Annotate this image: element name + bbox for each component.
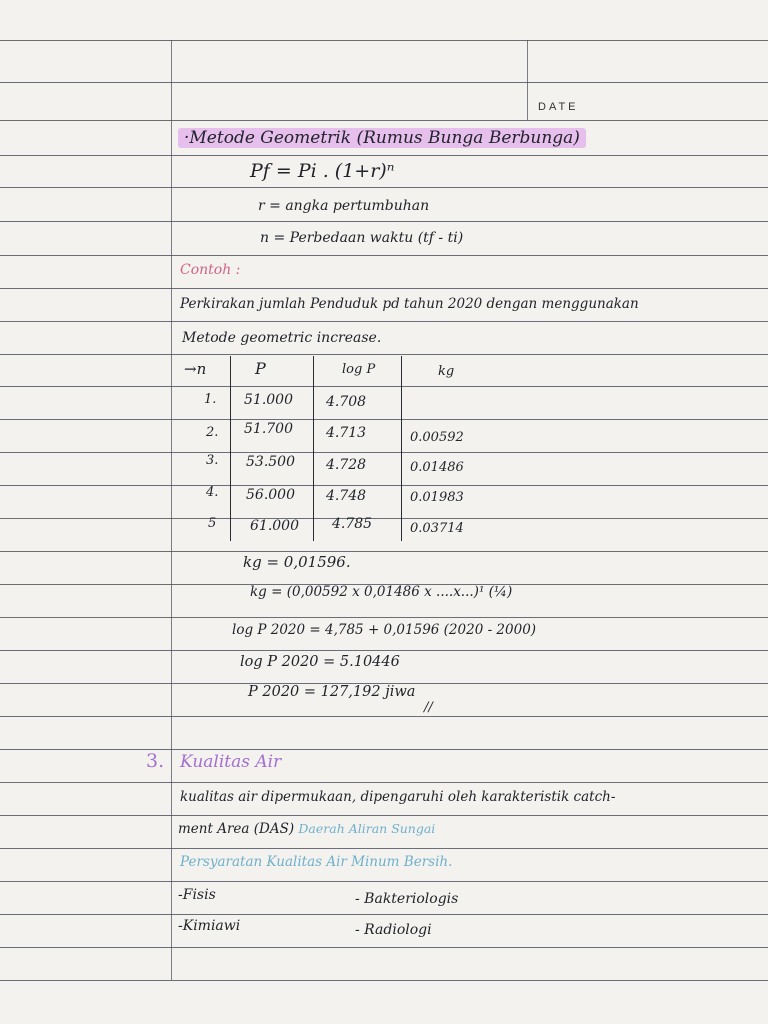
table-cell: 0.03714	[410, 521, 464, 536]
ruled-line	[0, 914, 768, 915]
table-cell: 4.708	[326, 394, 367, 410]
list-item: -Fisis	[178, 887, 216, 903]
table-divider	[401, 356, 402, 541]
ruled-line	[0, 518, 768, 519]
example-label: Contoh :	[180, 262, 241, 278]
table-header-kg: kg	[438, 364, 455, 379]
table-cell: 5	[208, 516, 217, 531]
ruled-line	[0, 881, 768, 882]
table-cell: 0.01486	[410, 460, 464, 475]
table-cell: 53.500	[246, 454, 295, 470]
ruled-line	[0, 815, 768, 816]
result-underline-mark: //	[424, 700, 433, 715]
ruled-line	[0, 650, 768, 651]
example-prompt-line2: Metode geometric increase.	[182, 330, 382, 346]
formula-main: Pf = Pi . (1+r)ⁿ	[250, 160, 395, 182]
formula-n-definition: n = Perbedaan waktu (tf - ti)	[260, 230, 464, 246]
ruled-line	[0, 354, 768, 355]
ruled-line	[0, 386, 768, 387]
table-cell: 4.785	[332, 516, 373, 532]
table-cell: 2.	[206, 425, 219, 440]
table-header-logp: log P	[342, 362, 376, 377]
calc-kg: kg = 0,01596.	[243, 553, 351, 571]
ruled-line	[0, 980, 768, 981]
ruled-line	[0, 255, 768, 256]
ruled-line	[0, 617, 768, 618]
table-cell: 51.700	[244, 421, 293, 437]
section-title: ·Metode Geometrik (Rumus Bunga Berbunga)	[178, 128, 586, 148]
ruled-line	[0, 947, 768, 948]
table-cell: 56.000	[246, 487, 295, 503]
list-item: - Radiologi	[355, 922, 432, 938]
example-prompt-line1: Perkirakan jumlah Penduduk pd tahun 2020 dengan menggunakan	[180, 296, 639, 312]
table-cell: 3.	[206, 453, 219, 468]
ruled-line	[0, 288, 768, 289]
table-cell: 4.	[206, 485, 219, 500]
ruled-line	[0, 716, 768, 717]
table-divider	[230, 356, 231, 541]
section3-subheading: Persyaratan Kualitas Air Minum Bersih.	[180, 854, 453, 870]
margin-line	[171, 40, 172, 980]
calc-log-equation: log P 2020 = 4,785 + 0,01596 (2020 - 2000)	[232, 622, 537, 638]
ruled-line	[0, 321, 768, 322]
section3-title: Kualitas Air	[180, 752, 282, 772]
table-cell: 0.01983	[410, 490, 464, 505]
calc-kg-formula: kg = (0,00592 x 0,01486 x ....x...)¹ (¼)	[250, 584, 513, 600]
formula-r-definition: r = angka pertumbuhan	[258, 198, 430, 214]
ruled-line	[0, 221, 768, 222]
ruled-line	[0, 419, 768, 420]
list-item: - Bakteriologis	[355, 891, 459, 907]
table-cell: 1.	[204, 392, 217, 407]
table-header-p: P	[255, 359, 266, 378]
section3-line2: ment Area (DAS) Daerah Aliran Sungai	[178, 821, 436, 837]
calc-p-result: P 2020 = 127,192 jiwa	[248, 684, 416, 700]
ruled-line	[0, 782, 768, 783]
ruled-line	[0, 187, 768, 188]
ruled-line	[0, 155, 768, 156]
table-header-n: →n	[184, 360, 207, 378]
calc-log-result: log P 2020 = 5.10446	[240, 654, 400, 670]
ruled-line	[0, 40, 768, 41]
table-cell: 51.000	[244, 392, 293, 408]
ruled-line	[0, 452, 768, 453]
list-item: -Kimiawi	[178, 918, 241, 934]
date-label: DATE	[538, 101, 579, 113]
table-cell: 4.713	[326, 425, 367, 441]
ruled-line	[0, 120, 768, 121]
section3-line1: kualitas air dipermukaan, dipengaruhi oleh karakteristik catch-	[180, 789, 616, 805]
table-divider	[313, 356, 314, 541]
table-cell: 4.748	[326, 488, 367, 504]
ruled-line	[0, 749, 768, 750]
table-cell: 0.00592	[410, 430, 464, 445]
ruled-line	[0, 551, 768, 552]
ruled-line	[0, 485, 768, 486]
ruled-line	[0, 82, 768, 83]
table-cell: 4.728	[326, 457, 367, 473]
section3-number: 3.	[146, 750, 165, 772]
date-box-divider	[527, 40, 528, 120]
ruled-line	[0, 848, 768, 849]
table-cell: 61.000	[250, 518, 299, 534]
